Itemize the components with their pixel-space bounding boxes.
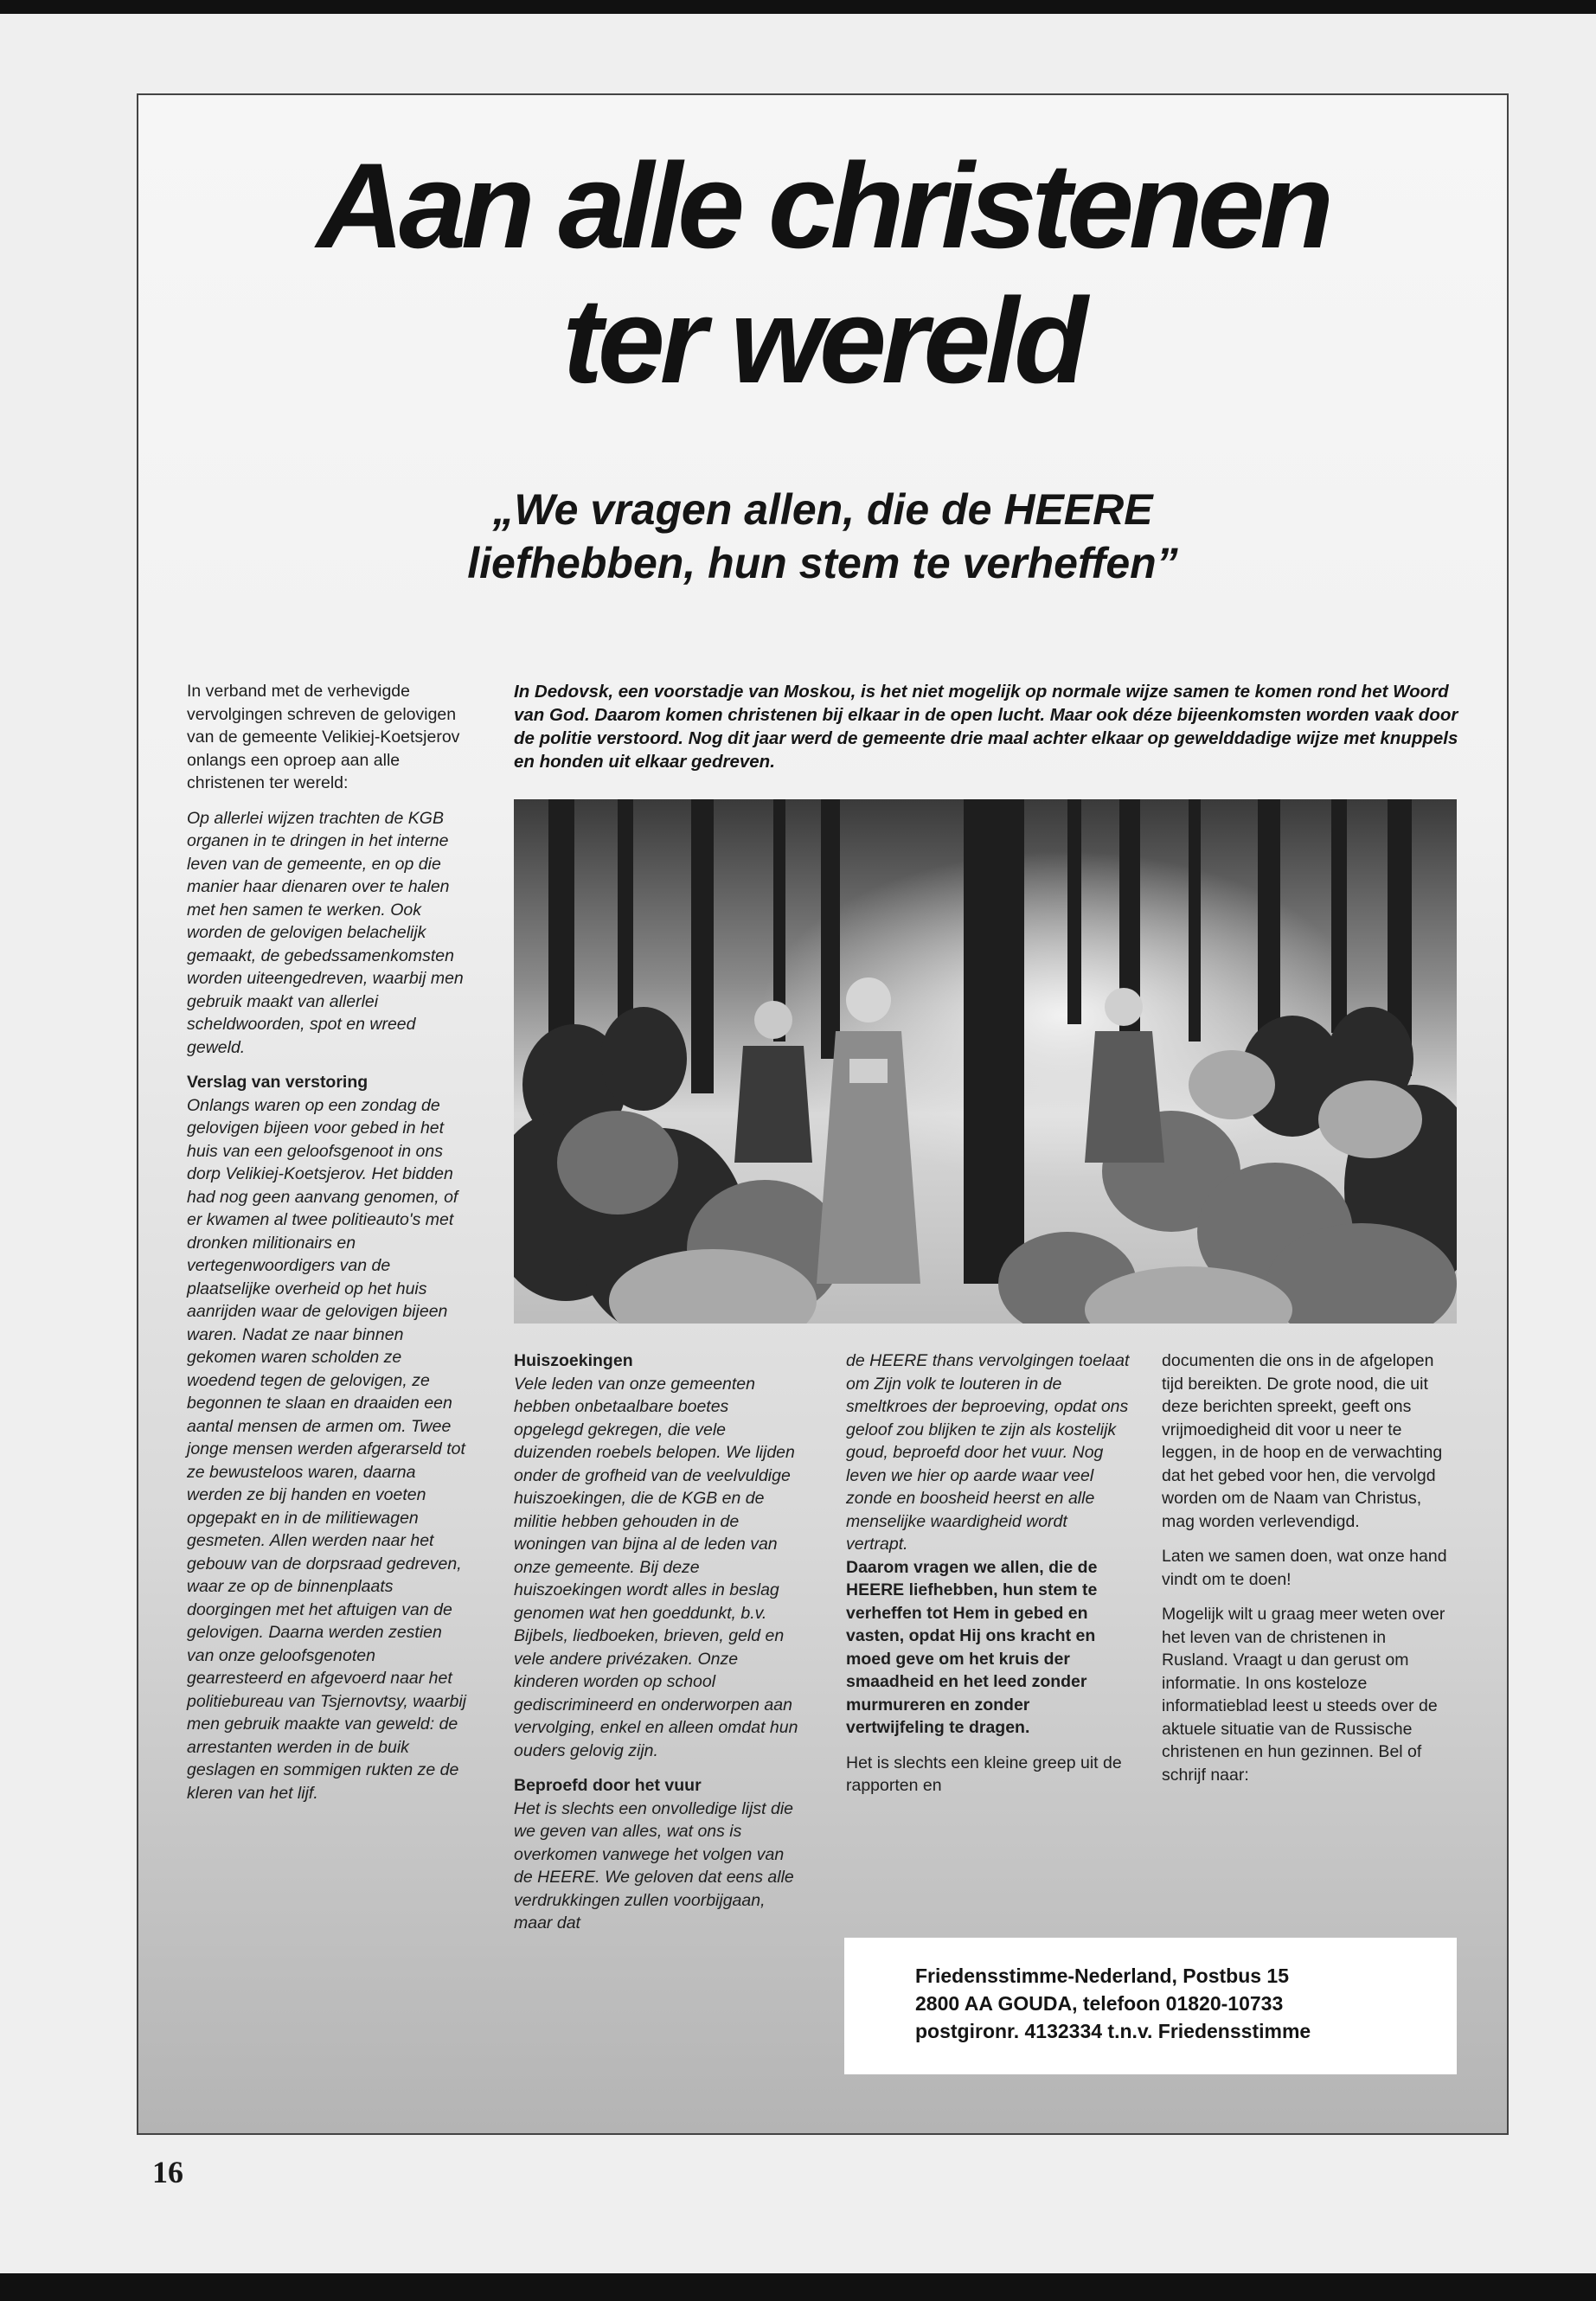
intro-caption: In Dedovsk, een voorstadje van Moskou, is het niet mogelijk op normale wijze samen te komen rond het Woord van God. Daarom komen christenen bij elkaar in de open lucht. Maar ook déze bijeenkomsten worden vaak door de politie verstoord. Nog dit jaar werd de gemeente drie maal achter elkaar op gewelddadige wijze met knuppels en honden uit elkaar gedreven. (514, 682, 1458, 772)
col2-paragraph-2: Het is slechts een onvolledige lijst die we geven van alles, wat ons is overkomen vanwege het volgen van de HEERE. We geloven dat eens alle verdrukkingen zullen voorbijgaan, maar dat (514, 1798, 794, 1932)
col2-heading-2: Beproefd door het vuur (514, 1776, 702, 1795)
title-line-1: Aan alle christenen (317, 138, 1329, 273)
address-line-3: postgironr. 4132334 t.n.v. Friedensstimme (915, 2020, 1311, 2042)
col1-paragraph-3: Onlangs waren op een zondag de gelovigen bijeen voor gebed in het huis van een geloofsgenoot in ons dorp Velikiej-Koetsjerov. Het bidden had nog geen aanvang genomen, of er kwamen al twee politieauto's met dronken militionairs en vertegenwoordigers van de plaatselijke overheid op het huis aanrijden waar de gelovigen bijeen waren. Nadat ze naar binnen gekomen waren scholden ze woedend tegen de gelovigen, ze begonnen te slaan en draaiden een aantal mensen de armen om. Twee jonge mensen werden afgerarseld tot ze bewusteloos waren, daarna werden ze bij handen en voeten opgepakt en in de militiewagen gesmeten. Allen werden naar het gebouw van de dorpsraad gedreven, waar ze op de binnenplaats doorgingen met het aftuigen van de gelovigen. Daarna werden zestien van onze geloofsgenoten gearresteerd en afgevoerd naar het politiebureau van Tsjernovtsy, waarbij men gebruik maakte van geweld: de arrestanten werden in de buik geslagen en sommigen rukten ze de kleren van het lijf. (187, 1095, 467, 1803)
column-2 (514, 1349, 799, 1947)
contact-address-box (844, 1938, 1457, 2074)
bottom-rule (0, 2273, 1596, 2301)
col3-paragraph-1: de HEERE thans vervolgingen toelaat om Zijn volk te louteren in de smeltkroes der beproeving, opdat ons geloof zou blijken te zijn als kostelijk goud, beproefd door het vuur. Nog leven we hier op aarde waar veel zonde en boosheid heerst en alle menselijke waardigheid wordt vertrapt. (846, 1351, 1130, 1554)
col1-heading: Verslag van verstoring (187, 1073, 369, 1092)
page-number: 16 (152, 2155, 183, 2189)
subtitle-line-2: liefhebben, hun stem te verheffen” (467, 539, 1178, 587)
address-line-1: Friedensstimme-Nederland, Postbus 15 (915, 1965, 1290, 1987)
column-3 (846, 1349, 1131, 1810)
column-4 (1162, 1349, 1452, 1798)
top-rule (0, 0, 1596, 14)
col4-paragraph-3: Mogelijk wilt u graag meer weten over het leven van de christenen in Rusland. Vraagt u dan gerust om informatie. In ons kosteloze informatieblad leest u steeds over de aktuele situatie van de Russische christenen en hun gezinnen. Bel of schrijf naar: (1162, 1605, 1445, 1785)
subtitle (138, 483, 1507, 590)
title-line-2: ter wereld (562, 272, 1083, 408)
col4-paragraph-1: documenten die ons in de afgelopen tijd bereikten. De grote nood, die uit deze berichten spreekt, geeft ons vrijmoedigheid dit voor u neer te leggen, in de hoop en de verwachting dat het gebed voor hen, die vervolgd worden om de Naam van Christus, mag worden verlevendigd. (1162, 1351, 1443, 1531)
column-1 (187, 680, 468, 1817)
photo-winter-gathering (514, 799, 1457, 1324)
address-line-2: 2800 AA GOUDA, telefoon 01820-10733 (915, 1992, 1284, 2015)
col3-bold-appeal: Daarom vragen we allen, die de HEERE liefhebben, hun stem te verheffen tot Hem in gebed en vasten, opdat Hij ons kracht en moed geve om het kruis der smaadheid en het leed zonder murmureren en zonder vertwijfeling te dragen. (846, 1557, 1098, 1737)
col3-paragraph-2: Het is slechts een kleine greep uit de rapporten en (846, 1753, 1122, 1795)
article-panel (137, 93, 1509, 2135)
col2-heading-1: Huiszoekingen (514, 1351, 633, 1370)
col1-intro-paragraph: In verband met de verhevigde vervolgingen schreven de gelovigen van de gemeente Velikiej-Koetsjerov onlangs een oproep aan alle christenen ter wereld: (187, 682, 460, 792)
col2-paragraph-1: Vele leden van onze gemeenten hebben onbetaalbare boetes opgelegd gekregen, die vele duizenden roebels belopen. We lijden onder de grofheid van de veelvuldige huiszoekingen, die de KGB en de militie hebben gehouden in de woningen van bijna al de leden van onze gemeente. Bij deze huiszoekingen wordt alles in beslag genomen wat hen goeddunkt, b.v. Bijbels, liedboeken, brieven, geld en vele andere privézaken. Onze kinderen worden op school gediscrimineerd en onderworpen aan vervolging, enkel en alleen omdat hun ouders gelovig zijn. (514, 1374, 798, 1760)
photo-illustration (514, 799, 1457, 1324)
col1-paragraph-2: Op allerlei wijzen trachten de KGB organen in te dringen in het interne leven van de gemeente, en op die manier haar dienaren over te halen met hen samen te werken. Ook worden de gelovigen belachelijk gemaakt, de gebedssamenkomsten worden uiteengedreven, waarbij men gebruik maakt van allerlei scheldwoorden, spot en wreed geweld. (187, 808, 464, 1057)
col4-paragraph-2: Laten we samen doen, wat onze hand vindt om te doen! (1162, 1547, 1447, 1589)
subtitle-line-1: „We vragen allen, die de HEERE (492, 485, 1153, 534)
page-title (138, 138, 1507, 408)
